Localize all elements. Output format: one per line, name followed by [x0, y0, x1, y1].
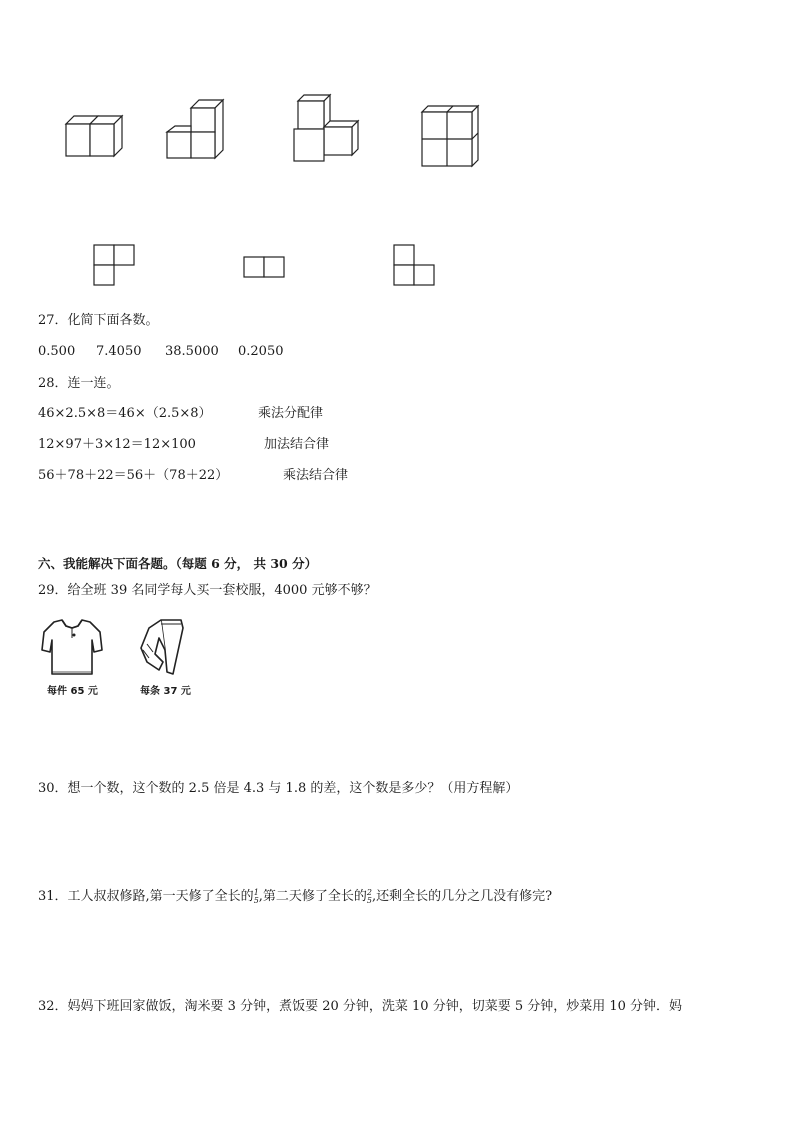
- q31-text: [38, 888, 552, 906]
- q29-text: 29．给全班 39 名同学每人买一套校服，4000 元够不够？: [38, 583, 377, 598]
- q28-right-item: 乘法分配律: [258, 406, 324, 421]
- view-figure-2: [243, 256, 287, 278]
- cube-figure-c: [290, 93, 366, 165]
- q31-part3: ,还剩全长的几分之几没有修完?: [372, 889, 553, 904]
- pants-price-caption: 每条 37 元: [140, 686, 191, 697]
- q28-right-item: 加法结合律: [264, 437, 330, 452]
- fraction-two-fifths: 2 5: [366, 887, 373, 905]
- view-figure-3: [393, 244, 437, 288]
- cube-figure-b: [163, 98, 233, 162]
- q32-text: 32．妈妈下班回家做饭，淘米要 3 分钟，煮饭要 20 分钟，洗菜 10 分钟，切菜要 5 分钟，炒菜用 10 分钟．妈: [38, 999, 683, 1014]
- fraction-one-fifth: 1 5: [253, 887, 259, 905]
- q27-number: 0.500: [38, 344, 76, 359]
- q30-text: 30．想一个数，这个数的 2.5 倍是 4.3 与 1.8 的差，这个数是多少？（用方程解）: [38, 781, 519, 796]
- q31-part1: 31．工人叔叔修路,第一天修了全长的: [38, 889, 254, 904]
- q31-part2: ,第二天修了全长的: [258, 889, 367, 904]
- shirt-image: [40, 614, 104, 678]
- q28-left-item: 12×97＋3×12＝12×100: [38, 437, 196, 452]
- q28-right-item: 乘法结合律: [283, 468, 349, 483]
- pants-image: [137, 614, 187, 678]
- q28-left-item: 56＋78＋22＝56＋（78＋22）: [38, 468, 229, 483]
- q28-left-item: 46×2.5×8＝46×（2.5×8）: [38, 406, 212, 421]
- q27-number: 38.5000: [165, 344, 219, 359]
- cube-figure-a: [60, 110, 130, 160]
- q27-title: 27．化简下面各数。: [38, 313, 159, 328]
- view-figure-1: [93, 244, 137, 288]
- cube-figure-d: [418, 104, 484, 170]
- q27-number: 7.4050: [96, 344, 142, 359]
- q28-title: 28．连一连。: [38, 376, 120, 391]
- q27-number: 0.2050: [238, 344, 284, 359]
- section-6-title: 六、我能解决下面各题。（每题 6 分， 共 30 分）: [38, 556, 318, 571]
- shirt-price-caption: 每件 65 元: [47, 686, 98, 697]
